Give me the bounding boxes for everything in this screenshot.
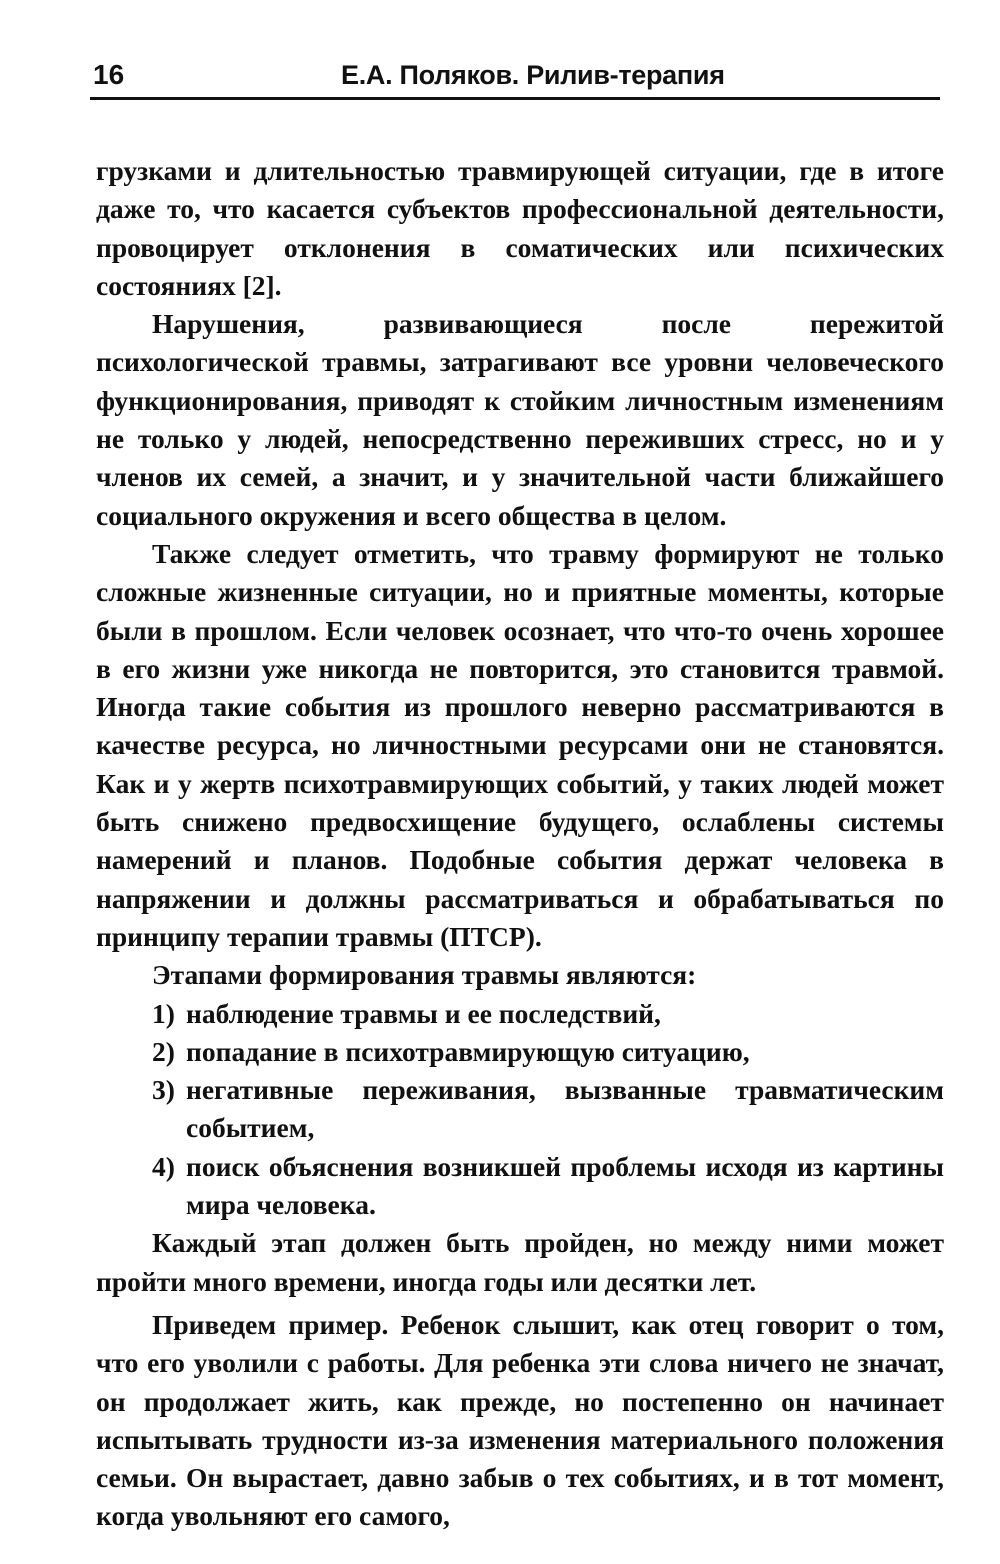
list-item-number: 2) <box>152 1035 175 1067</box>
paragraph-pleasant-moments: Также следует отметить, что травму формируют не только сложные жизненные ситуации, но и приятные моменты, которые были в прошлом. Если человек осознает, что что-то очень хорошее в его жизни уже никогда не повторится, это становится травмой. Иногда такие события из прошлого неверно рассматриваются в качестве ресурса, но личностными ресурсами они не становятся. Как и у жертв психотравмирующих событий, у таких людей может быть снижено предвосхищение будущего, ослаблены системы намерений и планов. Подобные события держат человека в напряжении и должны рассматриваться и обрабатываться по принципу терапии травмы (ПТСР). <box>96 537 944 952</box>
list-intro: Этапами формирования травмы являются: <box>152 959 697 991</box>
list-item-number: 1) <box>152 997 175 1029</box>
list-item-text: негативные переживания, вызванные травматическим событием, <box>186 1074 944 1144</box>
paragraph-disorders: Нарушения, развивающиеся после пережитой психологической травмы, затрагивают все уровни человеческого функционирования, приводят к стойким личностным изменениям не только у людей, непосредственно переживших стресс, но и у членов их семей, а значит, и у значительной части ближайшего социального окружения и всего общества в целом. <box>96 308 944 531</box>
list-item <box>96 1148 944 1225</box>
paragraph-example: Приведем пример. Ребенок слышит, как отец говорит о том, что его уволили с работы. Для ребенка эти слова ничего не значат, он продолжает жить, как прежде, но постепенно он начинает испытывать трудности из-за изменения материального положения семьи. Он вырастает, давно забыв о тех событиях, и в тот момент, когда увольняют его самого, <box>96 1308 944 1532</box>
paragraph-each-stage: Каждый этап должен быть пройден, но между ними может пройти много времени, иногда годы или десятки лет. <box>96 1227 944 1297</box>
list-item <box>96 995 944 1033</box>
page-header <box>93 58 940 98</box>
list-item-text: наблюдение травмы и ее последствий, <box>186 997 661 1029</box>
running-title: Е.А. Поляков. Рилив-терапия <box>341 60 725 90</box>
list-item-text: поиск объяснения возникшей проблемы исходя из картины мира человека. <box>186 1150 944 1221</box>
stages-list <box>96 995 944 1225</box>
paragraph-continued: грузками и длительностью травмирующей ситуации, где в итоге даже то, что касается субъектов профессиональной деятельности, провоцирует отклонения в соматических или психических состояниях [2]. <box>96 155 944 301</box>
list-item <box>96 1033 944 1071</box>
body-text <box>96 152 944 1536</box>
list-item <box>96 1071 944 1148</box>
list-item-number: 3) <box>152 1074 175 1106</box>
header-divider <box>90 97 940 100</box>
list-item-text: попадание в психотравмирующую ситуацию, <box>186 1035 750 1067</box>
list-item-number: 4) <box>152 1150 175 1182</box>
page-number: 16 <box>93 59 125 90</box>
